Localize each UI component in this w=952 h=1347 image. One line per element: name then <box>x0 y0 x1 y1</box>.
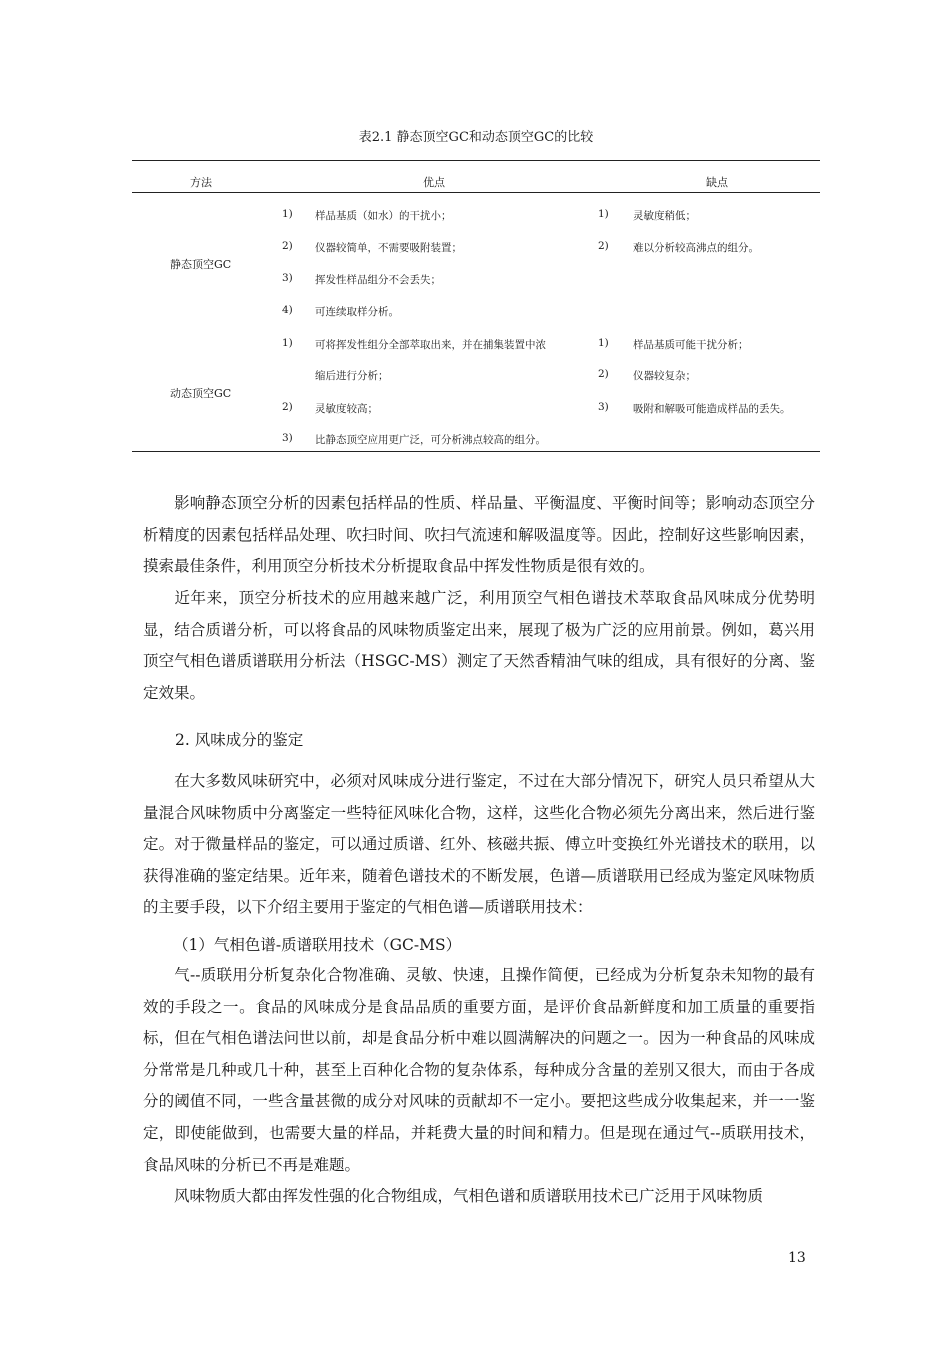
static-con-text: 灵敏度稍低； <box>633 210 696 222</box>
static-con-num: 2) <box>598 240 609 252</box>
header-pros: 优点 <box>423 176 445 189</box>
table-bottom-rule <box>132 451 820 452</box>
page-number: 13 <box>788 1250 806 1266</box>
dynamic-con-text: 仪器较复杂； <box>633 370 696 382</box>
dynamic-pro-num: 3) <box>282 432 293 444</box>
paragraph: 影响静态顶空分析的因素包括样品的性质、样品量、平衡温度、平衡时间等；影响动态顶空分析精度的因素包括样品处理、吹扫时间、吹扫气流速和解吸温度等。因此，控制好这些影响因素，摸索最佳条件，利用顶空分析技术分析提取食品中挥发性物质是很有效的。 <box>143 494 815 576</box>
static-pro-text: 可连续取样分析。 <box>315 306 399 318</box>
dynamic-con-num: 2) <box>598 368 609 380</box>
static-pro-num: 1) <box>282 208 293 220</box>
dynamic-pro-num: 2) <box>282 401 293 413</box>
dynamic-pro-text: 灵敏度较高； <box>315 403 378 415</box>
static-con-num: 1) <box>598 208 609 220</box>
dynamic-con-num: 3) <box>598 401 609 413</box>
paragraph: 近年来，顶空分析技术的应用越来越广泛，利用顶空气相色谱技术萃取食品风味成分优势明显，结合质谱分析，可以将食品的风味物质鉴定出来，展现了极为广泛的应用前景。例如，葛兴用顶空气相色谱质谱联用分析法（HSGC-MS）测定了天然香精油气味的组成，具有很好的分离、鉴定效果。 <box>143 589 815 702</box>
dynamic-con-num: 1) <box>598 337 609 349</box>
dynamic-con-text: 样品基质可能干扰分析； <box>633 339 749 351</box>
method-static: 静态顶空GC <box>170 258 232 271</box>
static-pro-text: 挥发性样品组分不会丢失； <box>315 274 441 286</box>
dynamic-con-text: 吸附和解吸可能造成样品的丢失。 <box>633 403 791 415</box>
static-pro-num: 4) <box>282 304 293 316</box>
header-cons: 缺点 <box>706 176 728 189</box>
static-con-text: 难以分析较高沸点的组分。 <box>633 242 759 254</box>
dynamic-pro-num: 1) <box>282 337 293 349</box>
static-pro-num: 3) <box>282 272 293 284</box>
paragraph: 在大多数风味研究中，必须对风味成分进行鉴定，不过在大部分情况下，研究人员只希望从大量混合风味物质中分离鉴定一些特征风味化合物，这样，这些化合物必须先分离出来，然后进行鉴定。对于微量样品的鉴定，可以通过质谱、红外、核磁共振、傅立叶变换红外光谱技术的联用，以获得准确的鉴定结果。近年来，随着色谱技术的不断发展，色谱—质谱联用已经成为鉴定风味物质的主要手段，以下介绍主要用于鉴定的气相色谱—质谱联用技术： <box>143 772 815 917</box>
paragraph: 风味物质大都由挥发性强的化合物组成，气相色谱和质谱联用技术已广泛用于风味物质 <box>174 1187 764 1205</box>
dynamic-pro-text: 比静态顶空应用更广泛，可分析沸点较高的组分。 <box>315 434 546 446</box>
dynamic-pro-text: 缩后进行分析； <box>315 370 389 382</box>
static-pro-num: 2) <box>282 240 293 252</box>
table-caption: 表2.1 静态顶空GC和动态顶空GC的比较 <box>358 130 594 145</box>
header-method: 方法 <box>190 176 212 189</box>
method-dynamic: 动态顶空GC <box>170 387 232 400</box>
paragraph: 气--质联用分析复杂化合物准确、灵敏、快速，且操作简便，已经成为分析复杂未知物的最有效的手段之一。食品的风味成分是食品品质的重要方面，是评价食品新鲜度和加工质量的重要指标，但在气相色谱法问世以前，却是食品分析中难以圆满解决的问题之一。因为一种食品的风味成分常常是几种或几十种，甚至上百种化合物的复杂体系，每种成分含量的差别又很大，而由于各成分的阈值不同，一些含量甚微的成分对风味的贡献却不一定小。要把这些成分收集起来，并一一鉴定，即使能做到，也需要大量的样品，并耗费大量的时间和精力。但是现在通过气--质联用技术，食品风味的分析已不再是难题。 <box>143 966 815 1174</box>
static-pro-text: 仪器较简单，不需要吸附装置； <box>315 242 462 254</box>
table-top-rule <box>132 160 820 161</box>
dynamic-pro-text: 可将挥发性组分全部萃取出来，并在捕集装置中浓 <box>315 339 546 351</box>
static-pro-text: 样品基质（如水）的干扰小； <box>315 210 452 222</box>
table-header-rule <box>132 192 820 193</box>
section-heading: 2. 风味成分的鉴定 <box>175 731 304 749</box>
subsection-heading: （1）气相色谱-质谱联用技术（GC-MS） <box>173 936 462 954</box>
